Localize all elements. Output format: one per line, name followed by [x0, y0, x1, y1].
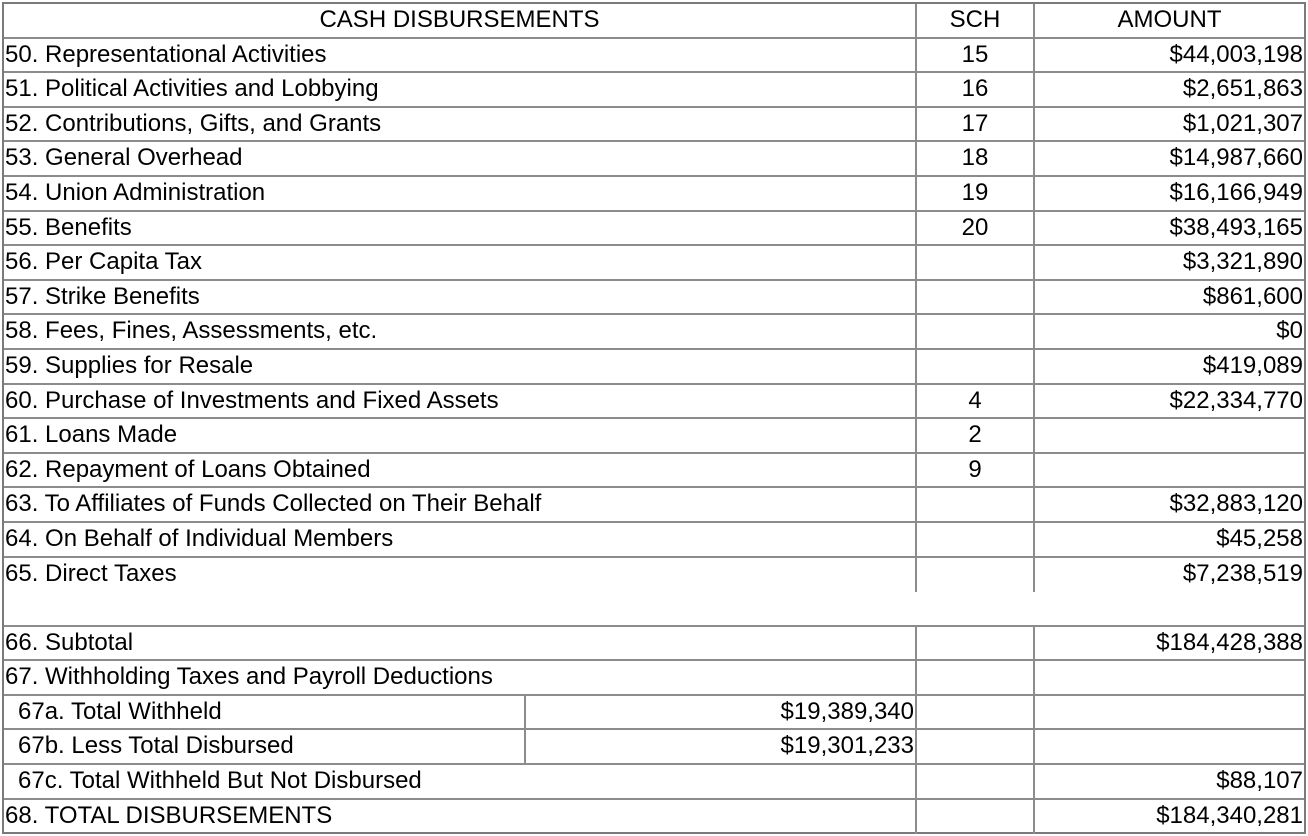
cash-disbursements-table [2, 2, 1306, 834]
table-row [4, 108, 1304, 143]
row-sch: 19 [915, 177, 1033, 210]
withholding-row [4, 661, 1304, 696]
withholding-amount [1033, 661, 1304, 694]
table-row [4, 73, 1304, 108]
less-disbursed-value: $19,301,233 [524, 730, 915, 763]
disbursement-lines [4, 39, 1304, 593]
less-disbursed-amount [1033, 730, 1304, 763]
row-label: 63. To Affiliates of Funds Collected on Their Behalf [5, 490, 542, 518]
row-amount: $2,651,863 [1033, 73, 1304, 106]
subtotal-row [4, 627, 1304, 662]
withholding-sch [915, 661, 1033, 694]
row-amount: $419,089 [1033, 350, 1304, 383]
table-row [4, 281, 1304, 316]
row-sch: 15 [915, 39, 1033, 72]
row-amount: $1,021,307 [1033, 108, 1304, 141]
row-label: 62. Repayment of Loans Obtained [5, 455, 371, 483]
table-row [4, 523, 1304, 558]
less-disbursed-sch [915, 730, 1033, 763]
not-disbursed-amount: $88,107 [1033, 765, 1304, 798]
row-sch: 16 [915, 73, 1033, 106]
table-row [4, 350, 1304, 385]
total-withheld-sch [915, 696, 1033, 729]
row-amount: $45,258 [1033, 523, 1304, 556]
row-label: 51. Political Activities and Lobbying [5, 75, 379, 103]
row-sch [915, 488, 1033, 521]
table-row [4, 39, 1304, 74]
total-withheld-label: 67a. Total Withheld [18, 697, 222, 725]
table-header [4, 4, 1304, 39]
row-sch: 9 [915, 454, 1033, 487]
table-row [4, 558, 1304, 593]
withholding-label: 67. Withholding Taxes and Payroll Deductions [5, 663, 493, 691]
row-sch: 2 [915, 419, 1033, 452]
subtotal-amount: $184,428,388 [1033, 627, 1304, 660]
row-label: 52. Contributions, Gifts, and Grants [5, 109, 382, 137]
row-amount: $861,600 [1033, 281, 1304, 314]
row-label: 64. On Behalf of Individual Members [5, 524, 394, 552]
row-label: 57. Strike Benefits [5, 282, 200, 310]
row-amount [1033, 454, 1304, 487]
total-withheld-value: $19,389,340 [524, 696, 915, 729]
row-label: 65. Direct Taxes [5, 559, 177, 587]
total-disbursements-label: 68. TOTAL DISBURSEMENTS [5, 801, 333, 829]
not-disbursed-sch [915, 765, 1033, 798]
row-amount: $7,238,519 [1033, 558, 1304, 593]
row-amount: $32,883,120 [1033, 488, 1304, 521]
row-amount: $3,321,890 [1033, 246, 1304, 279]
row-label: 59. Supplies for Resale [5, 351, 254, 379]
blank-spacer-row [4, 592, 1304, 627]
row-amount: $22,334,770 [1033, 385, 1304, 418]
row-amount: $38,493,165 [1033, 212, 1304, 245]
row-label: 54. Union Administration [5, 178, 266, 206]
less-disbursed-label: 67b. Less Total Disbursed [18, 732, 294, 760]
row-sch [915, 281, 1033, 314]
table-row [4, 212, 1304, 247]
total-withheld-amount [1033, 696, 1304, 729]
total-withheld-row [4, 696, 1304, 731]
row-sch [915, 558, 1033, 593]
table-row [4, 177, 1304, 212]
table-row [4, 142, 1304, 177]
table-row [4, 315, 1304, 350]
header-description: CASH DISBURSEMENTS [319, 6, 600, 33]
row-label: 55. Benefits [5, 213, 132, 241]
table-row [4, 246, 1304, 281]
row-sch [915, 350, 1033, 383]
row-label: 53. General Overhead [5, 144, 243, 172]
subtotal-label: 66. Subtotal [5, 628, 134, 656]
row-amount: $44,003,198 [1033, 39, 1304, 72]
not-disbursed-row [4, 765, 1304, 800]
row-label: 58. Fees, Fines, Assessments, etc. [5, 317, 378, 345]
row-amount: $16,166,949 [1033, 177, 1304, 210]
header-amount: AMOUNT [1033, 4, 1304, 37]
table-row [4, 454, 1304, 489]
table-row [4, 419, 1304, 454]
row-sch: 20 [915, 212, 1033, 245]
row-label: 50. Representational Activities [5, 40, 327, 68]
row-sch: 4 [915, 385, 1033, 418]
row-sch: 17 [915, 108, 1033, 141]
row-sch [915, 246, 1033, 279]
total-disbursements-sch [915, 800, 1033, 835]
row-sch [915, 523, 1033, 556]
row-amount: $14,987,660 [1033, 142, 1304, 175]
not-disbursed-label: 67c. Total Withheld But Not Disbursed [18, 767, 422, 795]
less-disbursed-row [4, 730, 1304, 765]
row-label: 61. Loans Made [5, 421, 178, 449]
subtotal-sch [915, 627, 1033, 660]
row-label: 60. Purchase of Investments and Fixed Assets [5, 386, 499, 414]
row-label: 56. Per Capita Tax [5, 248, 203, 276]
row-sch: 18 [915, 142, 1033, 175]
row-amount: $0 [1033, 315, 1304, 348]
row-sch [915, 315, 1033, 348]
table-row [4, 385, 1304, 420]
row-amount [1033, 419, 1304, 452]
total-disbursements-amount: $184,340,281 [1033, 800, 1304, 835]
header-sch: SCH [915, 4, 1033, 37]
table-row [4, 488, 1304, 523]
total-disbursements-row [4, 800, 1304, 835]
